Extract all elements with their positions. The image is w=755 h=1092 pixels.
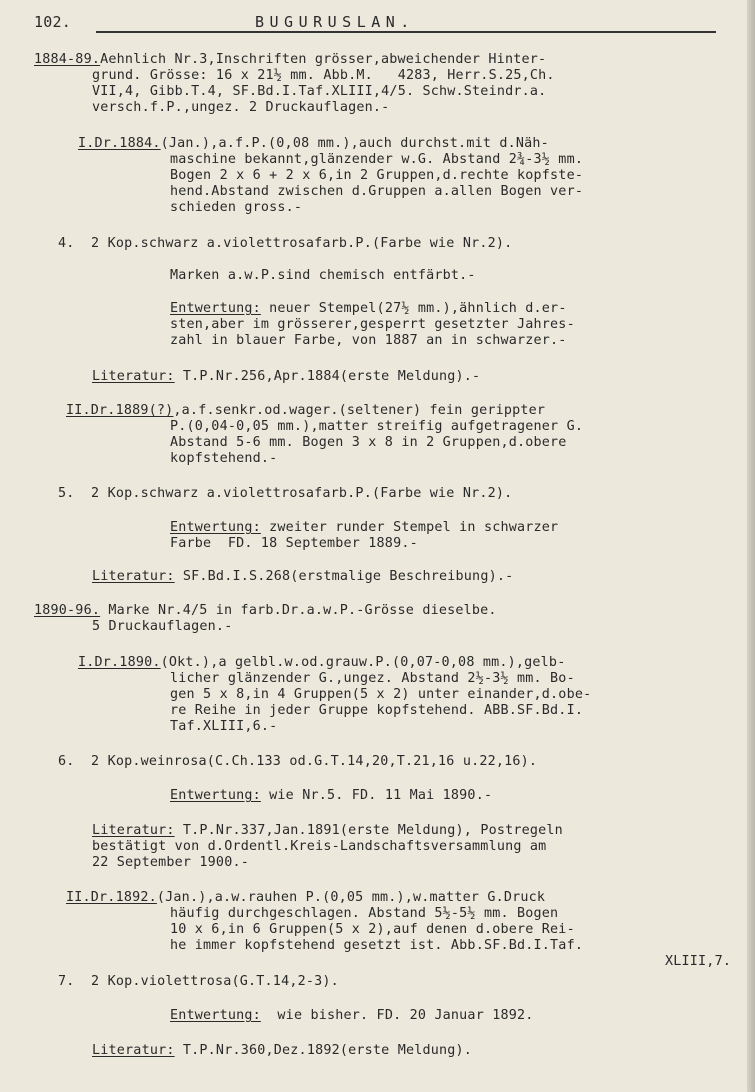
item-line: 5. 2 Kop.schwarz a.violettrosafarb.P.(Farbe wie Nr.2). bbox=[58, 486, 513, 501]
cancellation-label: Entwertung: bbox=[170, 788, 261, 803]
text-line: kopfstehend.- bbox=[170, 451, 278, 466]
text-line: P.(0,04-0,05 mm.),matter streifig aufgetragener G. bbox=[170, 419, 584, 434]
printing-heading: II.Dr.1889(?) bbox=[66, 403, 174, 418]
page-number: 102. bbox=[34, 13, 71, 31]
text-line: T.P.Nr.256,Apr.1884(erste Meldung).- bbox=[174, 369, 481, 384]
section-date-heading: 1884-89. bbox=[34, 52, 101, 67]
text-line: zahl in blauer Farbe, von 1887 an in schwarzer.- bbox=[170, 333, 567, 348]
text-line: 5 Druckauflagen.- bbox=[92, 619, 233, 634]
literature-label: Literatur: bbox=[92, 1043, 175, 1058]
printing-heading: I.Dr.1890. bbox=[78, 655, 161, 670]
item-line: 4. 2 Kop.schwarz a.violettrosafarb.P.(Farbe wie Nr.2). bbox=[58, 236, 513, 251]
text-line: 22 September 1900.- bbox=[92, 855, 249, 870]
text-line: sten,aber im grösserer,gesperrt gesetzter Jahres- bbox=[170, 317, 575, 332]
cancellation-label: Entwertung: bbox=[170, 520, 261, 535]
literature-label: Literatur: bbox=[92, 823, 175, 838]
text-line: Bogen 2 x 6 + 2 x 6,in 2 Gruppen,d.rechte kopfste- bbox=[170, 168, 584, 183]
text-line: gen 5 x 8,in 4 Gruppen(5 x 2) unter einander,d.obe- bbox=[170, 687, 592, 702]
item-line: 6. 2 Kop.weinrosa(C.Ch.133 od.G.T.14,20,T.21,16 u.22,16). bbox=[58, 754, 538, 769]
note-line: Marken a.w.P.sind chemisch entfärbt.- bbox=[170, 268, 476, 283]
text-line: (Okt.),a gelbl.w.od.grauw.P.(0,07-0,08 mm.),gelb- bbox=[160, 655, 566, 670]
cancellation-label: Entwertung: bbox=[170, 301, 261, 316]
text-line: he immer kopfstehend gesetzt ist. Abb.SF.Bd.I.Taf. bbox=[170, 938, 584, 953]
text-line: Farbe FD. 18 September 1889.- bbox=[170, 536, 418, 551]
item-line: 7. 2 Kop.violettrosa(G.T.14,2-3). bbox=[58, 974, 339, 989]
text-line: Marke Nr.4/5 in farb.Dr.a.w.P.-Grösse dieselbe. bbox=[100, 603, 497, 618]
text-line: hend.Abstand zwischen d.Gruppen a.allen Bogen ver- bbox=[170, 184, 584, 199]
printing-heading: II.Dr.1892. bbox=[66, 890, 157, 905]
text-line: zweiter runder Stempel in schwarzer bbox=[260, 520, 559, 535]
text-line: Aehnlich Nr.3,Inschriften grösser,abweichender Hinter- bbox=[100, 52, 547, 67]
text-line: 10 x 6,in 6 Gruppen(5 x 2),auf denen d.obere Rei- bbox=[170, 922, 575, 937]
text-line: häufig durchgeschlagen. Abstand 5½-5½ mm. Bogen bbox=[170, 906, 559, 921]
text-line: SF.Bd.I.S.268(erstmalige Beschreibung).- bbox=[174, 569, 514, 584]
page-edge-shadow bbox=[747, 0, 755, 1092]
text-line: (Jan.),a.w.rauhen P.(0,05 mm.),w.matter G.Druck bbox=[156, 890, 546, 905]
section-date-heading: 1890-96. bbox=[34, 603, 101, 618]
text-line: wie Nr.5. FD. 11 Mai 1890.- bbox=[260, 788, 493, 803]
text-line: re Reihe in jeder Gruppe kopfstehend. ABB.SF.Bd.I. bbox=[170, 703, 584, 718]
text-line: Taf.XLIII,6.- bbox=[170, 719, 278, 734]
header-rule bbox=[96, 31, 716, 33]
text-line: ,a.f.senkr.od.wager.(seltener) fein gerippter bbox=[173, 403, 546, 418]
text-line: T.P.Nr.360,Dez.1892(erste Meldung). bbox=[174, 1043, 473, 1058]
cancellation-label: Entwertung: bbox=[170, 1008, 261, 1023]
text-line: versch.f.P.,ungez. 2 Druckauflagen.- bbox=[92, 100, 390, 115]
literature-label: Literatur: bbox=[92, 369, 175, 384]
text-line: neuer Stempel(27½ mm.),ähnlich d.er- bbox=[260, 301, 567, 316]
page-title: BUGURUSLAN. bbox=[255, 13, 415, 31]
text-line: licher glänzender G.,ungez. Abstand 2½-3½ mm. Bo- bbox=[170, 671, 575, 686]
text-line: XLIII,7. bbox=[665, 954, 732, 969]
text-line: maschine bekannt,glänzender w.G. Abstand 2¾-3½ mm. bbox=[170, 152, 584, 167]
text-line: Abstand 5-6 mm. Bogen 3 x 8 in 2 Gruppen,d.obere bbox=[170, 435, 567, 450]
text-line: (Jan.),a.f.P.(0,08 mm.),auch durchst.mit d.Näh- bbox=[160, 136, 549, 151]
text-line: VII,4, Gibb.T.4, SF.Bd.I.Taf.XLIII,4/5. Schw.Steindr.a. bbox=[92, 84, 547, 99]
printing-heading: I.Dr.1884. bbox=[78, 136, 161, 151]
text-line: schieden gross.- bbox=[170, 200, 303, 215]
text-line: bestätigt von d.Ordentl.Kreis-Landschaftsversammlung am bbox=[92, 839, 547, 854]
text-line: grund. Grösse: 16 x 21½ mm. Abb.M. 4283, Herr.S.25,Ch. bbox=[92, 68, 555, 83]
text-line: wie bisher. FD. 20 Januar 1892. bbox=[260, 1008, 534, 1023]
text-line: T.P.Nr.337,Jan.1891(erste Meldung), Postregeln bbox=[174, 823, 563, 838]
literature-label: Literatur: bbox=[92, 569, 175, 584]
